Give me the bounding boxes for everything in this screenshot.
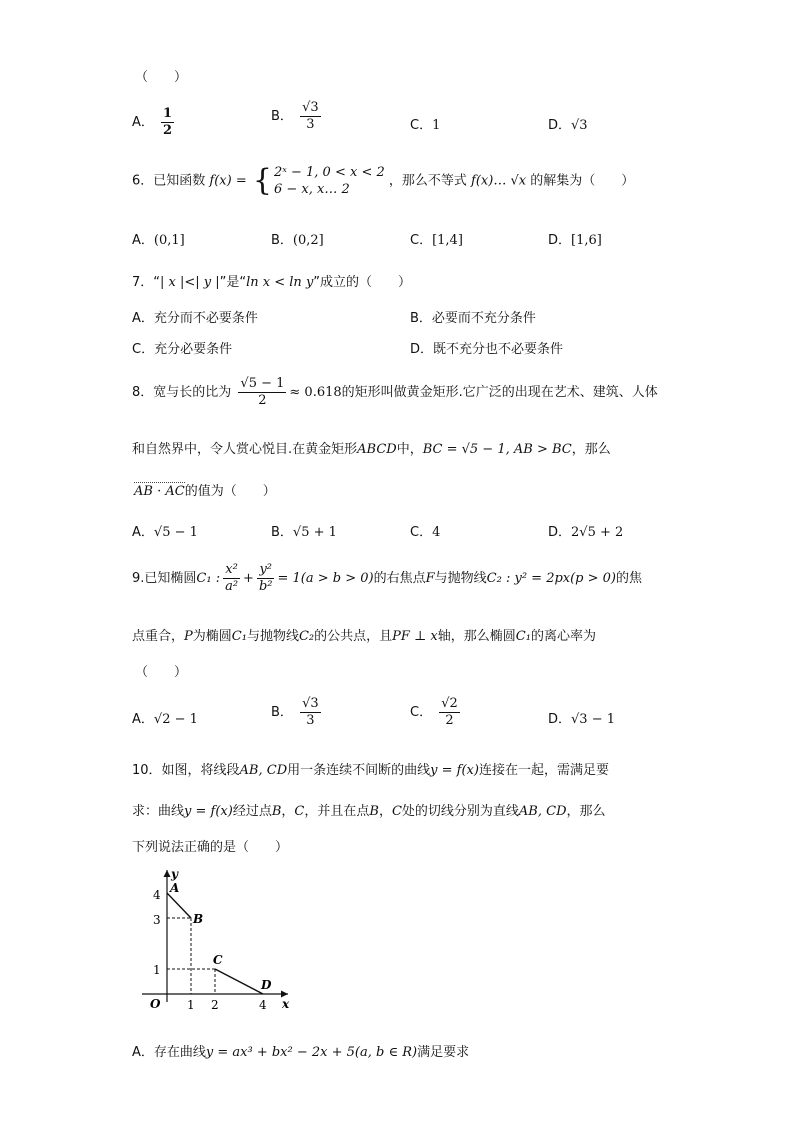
point-label-d: D	[261, 978, 272, 992]
q5-option-c[interactable]	[410, 114, 440, 133]
brace: {	[252, 163, 272, 198]
q8-line3: AB · AC的值为（ ）	[134, 484, 276, 499]
q8-option-a[interactable]: A．√5 − 1	[132, 525, 198, 540]
q9-line2: 点重合，P为椭圆C₁与抛物线C₂的公共点，且PF ⊥ x轴，那么椭圆C₁的离心率为	[132, 629, 596, 644]
y-tick-1: 1	[153, 963, 161, 977]
q7-option-c[interactable]: C．充分必要条件	[132, 342, 233, 357]
fraction: $\frac{\text{y²}}{\text{b²}}$	[258, 562, 273, 594]
q9-line1: 9.已知椭圆C₁ : $\frac{\text{x²}}{\text{a²}}$ + $\frac{\text{y²}}{\text{b²}}$ = 1(a > b > 0)的右焦点F与抛物线C₂ : y² = 2px(p > 0)的焦	[132, 562, 643, 594]
y-axis-label: y	[171, 867, 178, 881]
q8-line2: 和自然界中，令人赏心悦目.在黄金矩形ABCD中，BC = √5 − 1, AB > BC，那么	[132, 442, 611, 457]
q10-line2: 求：曲线y = f(x)经过点B，C，并且在点B，C处的切线分别为直线AB, CD，那么	[132, 804, 606, 819]
option-letter: D．	[548, 118, 572, 133]
q7-option-d[interactable]: D．既不充分也不必要条件	[410, 342, 564, 357]
q10-line3: 下列说法正确的是（ ）	[132, 840, 289, 855]
fraction: $\frac{√5 - 1}{2}$	[240, 376, 285, 408]
point-label-c: C	[213, 953, 223, 967]
point-label-a: A	[170, 881, 180, 895]
segment-cd	[215, 969, 263, 994]
option-letter: B．	[271, 109, 293, 124]
q5-option-a[interactable]	[132, 106, 177, 139]
x-axis-label: x	[282, 997, 290, 1011]
q7-option-b[interactable]: B．必要而不充分条件	[410, 311, 536, 326]
fraction: $\frac{\text{x²}}{\text{a²}}$	[225, 562, 239, 594]
q10-line1: 10．如图，将线段AB, CD用一条连续不间断的曲线y = f(x)连接在一起，需满足要	[132, 763, 609, 778]
q8-option-c[interactable]: C．4	[410, 525, 441, 540]
q5-option-d[interactable]	[548, 114, 588, 133]
q9-option-b[interactable]: B． $\frac{√3}{3}$	[271, 696, 319, 728]
q10-option-a[interactable]: A．存在曲线y = ax³ + bx² − 2x + 5(a, b ∈ R)满足要求	[132, 1045, 470, 1060]
vector-dot-product: AB · AC	[134, 484, 185, 499]
origin-label: O	[150, 997, 161, 1011]
q8-line1: 8．宽与长的比为 $\frac{√5 - 1}{2}$ ≈ 0.618的矩形叫做黄金矩形.它广泛的出现在艺术、建筑、人体	[132, 376, 658, 408]
q8-option-d[interactable]: D．2√5 + 2	[548, 525, 624, 540]
option-text: √3	[571, 118, 588, 133]
q9-paren: （ ）	[135, 665, 188, 680]
q6-option-d[interactable]: D．[1,6]	[548, 233, 602, 248]
option-text: 1	[432, 118, 441, 133]
point-label-b: B	[193, 912, 204, 926]
y-tick-3: 3	[153, 913, 161, 927]
q6-option-c[interactable]: C．[1,4]	[410, 233, 463, 248]
q9-option-d[interactable]: D．√3 − 1	[548, 712, 615, 727]
q5-option-b[interactable]	[271, 100, 324, 133]
q6-option-b[interactable]: B．(0,2]	[271, 233, 324, 248]
y-tick-4: 4	[153, 888, 161, 902]
q9-option-c[interactable]: C． $\frac{√2}{2}$	[410, 696, 458, 728]
x-tick-1: 1	[187, 998, 195, 1012]
q6-option-a[interactable]: A．(0,1]	[132, 233, 185, 248]
q9-option-a[interactable]: A．√2 − 1	[132, 712, 198, 727]
q5-paren: （ ）	[135, 70, 188, 85]
option-letter: C．	[410, 118, 433, 133]
option-letter: A．	[132, 115, 154, 130]
piecewise-cases: 2ˣ − 1, 0 < x < 2 6 − x, x… 2	[273, 165, 385, 197]
x-tick-2: 2	[211, 998, 219, 1012]
fraction: $\frac{√3}{3}$	[302, 696, 319, 728]
q7-option-a[interactable]: A．充分而不必要条件	[132, 311, 258, 326]
fraction: $\frac{√3}{3}$	[302, 100, 319, 132]
q8-option-b[interactable]: B．√5 + 1	[271, 525, 337, 540]
q10-graph	[130, 862, 300, 1012]
q6-stem: 6．已知函数 f(x) = { 2ˣ − 1, 0 < x < 2 6 − x, x… 2 ，那么不等式 f(x)… √x 的解集为（ ）	[132, 163, 635, 198]
segment-ab	[167, 893, 191, 918]
fraction: $\frac{1}{2}$	[163, 106, 173, 138]
q7-stem: 7．“| x |<| y |”是“ln x < ln y”成立的（ ）	[132, 275, 412, 290]
x-tick-4: 4	[259, 998, 267, 1012]
fraction: $\frac{√2}{2}$	[441, 696, 458, 728]
